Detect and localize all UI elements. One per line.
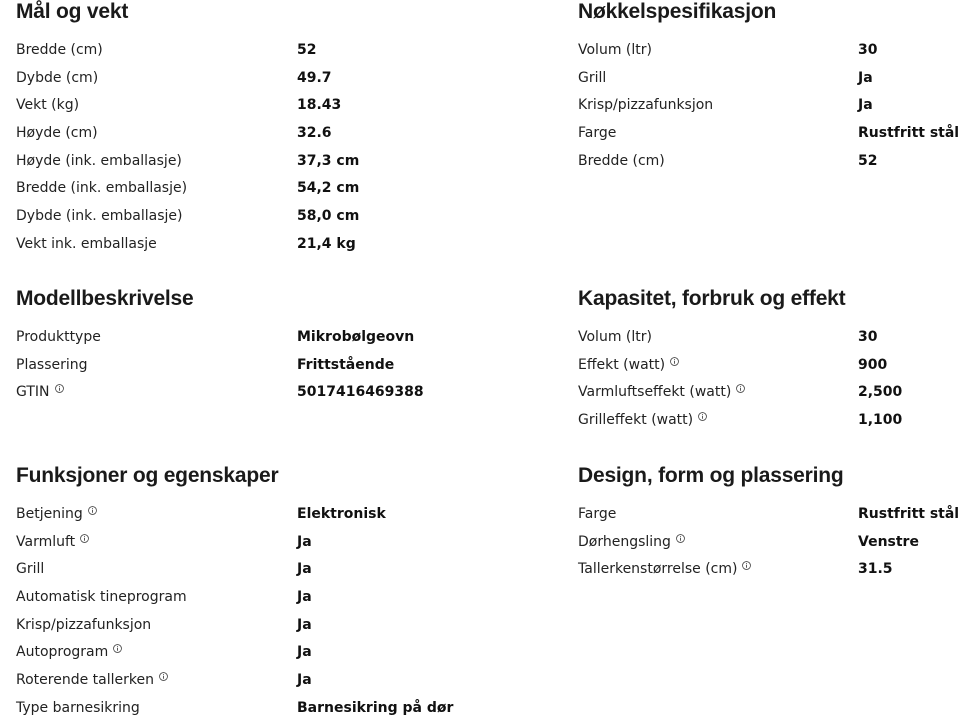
section-maal-og-vekt <box>16 0 536 263</box>
spec-value: 54,2 cm <box>297 180 360 197</box>
spec-label: Bredde (cm) <box>16 42 103 58</box>
info-circle-icon[interactable] <box>55 384 64 393</box>
section-title: Mål og vekt <box>16 0 129 23</box>
spec-row <box>16 124 536 152</box>
info-circle-icon[interactable] <box>736 384 745 393</box>
info-circle-icon[interactable] <box>676 534 685 543</box>
spec-label: Volum (ltr) <box>578 42 652 58</box>
spec-label: Grill <box>16 561 45 578</box>
spec-label: Type barnesikring <box>16 699 140 716</box>
spec-value: Rustfritt stål <box>858 506 960 522</box>
spec-row <box>16 179 536 207</box>
section-nokkelspesifikasjon <box>578 0 960 179</box>
info-circle-icon[interactable] <box>698 412 707 421</box>
spec-row <box>578 328 960 356</box>
spec-row <box>16 235 536 263</box>
spec-label-text: Grilleffekt (watt) <box>578 412 694 429</box>
spec-row <box>578 383 960 411</box>
spec-label <box>16 533 89 551</box>
spec-row <box>16 588 536 616</box>
info-circle-icon[interactable] <box>88 506 97 515</box>
spec-label <box>578 411 707 429</box>
spec-value: Ja <box>297 533 312 550</box>
spec-row <box>16 560 536 588</box>
spec-label: Produkttype <box>16 329 101 345</box>
spec-list <box>578 505 960 588</box>
info-circle-icon[interactable] <box>742 561 751 570</box>
spec-label <box>16 505 97 523</box>
spec-value: 30 <box>858 329 878 345</box>
spec-value: 2,500 <box>858 384 903 401</box>
spec-row <box>16 356 536 384</box>
spec-value: Ja <box>297 616 312 633</box>
spec-label: Farge <box>578 125 617 142</box>
spec-row <box>578 505 960 533</box>
spec-row <box>578 96 960 124</box>
info-circle-icon[interactable] <box>113 644 122 653</box>
spec-label: Plassering <box>16 356 88 373</box>
spec-label-text: GTIN <box>16 384 50 401</box>
spec-value: Ja <box>297 589 312 606</box>
spec-value: Ja <box>858 69 873 86</box>
spec-value: 30 <box>858 42 878 58</box>
section-design-form-og-plassering <box>578 464 960 588</box>
spec-value: 58,0 cm <box>297 208 360 225</box>
spec-row <box>578 69 960 97</box>
spec-row <box>578 152 960 180</box>
section-title: Design, form og plassering <box>578 464 844 487</box>
spec-label-text: Varmluftseffekt (watt) <box>578 384 732 401</box>
spec-value: Ja <box>297 561 312 578</box>
spec-row <box>16 207 536 235</box>
info-circle-icon[interactable] <box>80 534 89 543</box>
spec-row <box>578 41 960 69</box>
spec-label: Automatisk tineprogram <box>16 589 187 606</box>
spec-value: 18.43 <box>297 97 342 114</box>
spec-label <box>578 533 685 551</box>
spec-value: Rustfritt stål <box>858 125 960 142</box>
spec-label-text: Dørhengsling <box>578 533 671 550</box>
section-title: Funksjoner og egenskaper <box>16 464 279 487</box>
section-modellbeskrivelse <box>16 287 536 411</box>
spec-label: Vekt (kg) <box>16 97 80 114</box>
section-kapasitet-forbruk-og-effekt <box>578 287 960 439</box>
spec-list <box>578 328 960 439</box>
spec-label: Høyde (cm) <box>16 125 98 142</box>
spec-value: 21,4 kg <box>297 235 356 252</box>
spec-label <box>578 383 745 401</box>
spec-label: Vekt ink. emballasje <box>16 235 157 252</box>
spec-row <box>16 328 536 356</box>
spec-label: Volum (ltr) <box>578 329 652 345</box>
spec-label: Bredde (cm) <box>578 152 665 169</box>
spec-row <box>578 533 960 561</box>
spec-label-text: Tallerkenstørrelse (cm) <box>578 561 738 578</box>
spec-list <box>16 328 536 411</box>
spec-value: Ja <box>297 644 312 661</box>
spec-label-text: Betjening <box>16 506 83 522</box>
section-title: Nøkkelspesifikasjon <box>578 0 777 23</box>
spec-row <box>16 671 536 699</box>
spec-value: 52 <box>297 42 317 58</box>
spec-value: 1,100 <box>858 412 903 429</box>
spec-row <box>16 41 536 69</box>
spec-row <box>16 643 536 671</box>
spec-value: Ja <box>858 97 873 114</box>
spec-row <box>16 152 536 180</box>
spec-value: 52 <box>858 152 878 169</box>
spec-label <box>578 356 679 374</box>
spec-label: Dybde (ink. emballasje) <box>16 208 183 225</box>
spec-label: Krisp/pizzafunksjon <box>578 97 714 114</box>
spec-value: Frittstående <box>297 356 395 373</box>
spec-row <box>16 383 536 411</box>
spec-row <box>16 699 536 727</box>
spec-value: 900 <box>858 356 888 373</box>
spec-value: 37,3 cm <box>297 152 360 169</box>
spec-list <box>16 41 536 263</box>
spec-row <box>578 356 960 384</box>
spec-row <box>16 96 536 124</box>
spec-label <box>578 560 751 578</box>
spec-list <box>16 505 536 727</box>
spec-value: 5017416469388 <box>297 384 424 401</box>
spec-list <box>578 41 960 179</box>
spec-row <box>16 69 536 97</box>
spec-row <box>578 124 960 152</box>
spec-label: Bredde (ink. emballasje) <box>16 180 188 197</box>
spec-value: Ja <box>297 672 312 689</box>
section-title: Kapasitet, forbruk og effekt <box>578 287 846 310</box>
spec-label <box>16 383 64 401</box>
spec-value: Barnesikring på dør <box>297 699 454 716</box>
spec-label-text: Varmluft <box>16 533 76 550</box>
spec-label: Krisp/pizzafunksjon <box>16 616 152 633</box>
spec-value: 32.6 <box>297 125 332 142</box>
spec-value: Elektronisk <box>297 506 386 522</box>
spec-label-text: Roterende tallerken <box>16 672 154 689</box>
spec-value: Venstre <box>858 533 919 550</box>
spec-label <box>16 643 122 661</box>
spec-label-text: Effekt (watt) <box>578 356 666 373</box>
spec-row <box>578 560 960 588</box>
spec-value: 31.5 <box>858 561 893 578</box>
spec-value: 49.7 <box>297 69 332 86</box>
spec-label <box>16 671 168 689</box>
spec-row <box>16 533 536 561</box>
spec-label: Farge <box>578 506 617 522</box>
section-title: Modellbeskrivelse <box>16 287 194 310</box>
info-circle-icon[interactable] <box>159 672 168 681</box>
spec-row <box>578 411 960 439</box>
spec-row <box>16 505 536 533</box>
info-circle-icon[interactable] <box>670 357 679 366</box>
spec-label: Dybde (cm) <box>16 69 99 86</box>
spec-label: Grill <box>578 69 607 86</box>
section-funksjoner-og-egenskaper <box>16 464 536 727</box>
spec-label: Høyde (ink. emballasje) <box>16 152 182 169</box>
spec-value: Mikrobølgeovn <box>297 329 415 345</box>
spec-label-text: Autoprogram <box>16 644 109 661</box>
spec-row <box>16 616 536 644</box>
